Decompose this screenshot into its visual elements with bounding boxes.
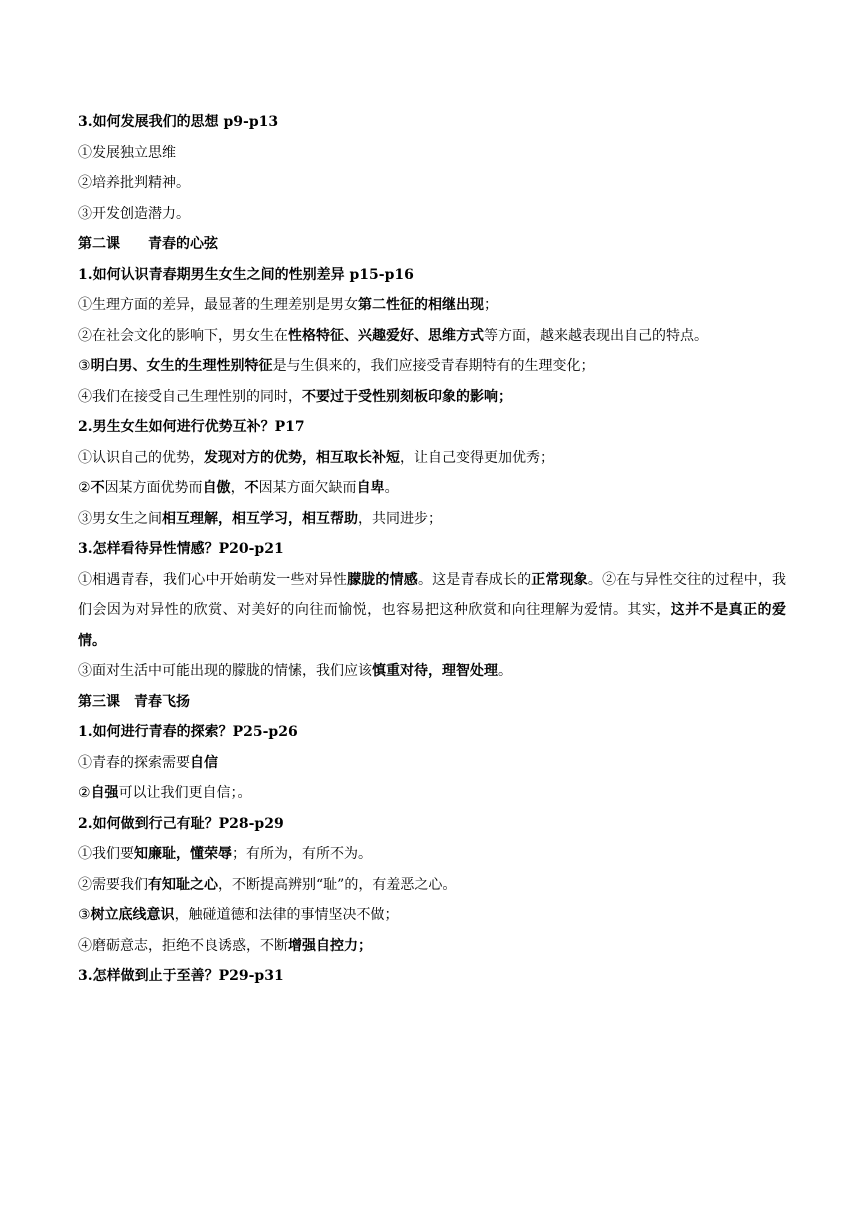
list-item: ④我们在接受自己生理性别的同时，不要过于受性别刻板印象的影响； — [78, 388, 512, 405]
list-item: ③明白男、女生的生理性别特征是与生俱来的，我们应接受青春期特有的生理变化； — [78, 358, 595, 374]
question-heading: 2.如何做到行己有耻？P28-p29 — [78, 815, 284, 832]
key-phrase: 不 — [244, 480, 259, 496]
list-item: ④磨砺意志，拒绝不良诱惑，不断增强自控力； — [78, 937, 372, 954]
key-phrase: 知廉耻，懂荣辱 — [134, 846, 232, 862]
list-item: ①青春的探索需要自信 — [78, 754, 218, 771]
lesson-number: 第三课 — [78, 693, 120, 710]
key-phrase: 朦胧的情感 — [347, 571, 418, 588]
key-phrase: 正常现象 — [531, 571, 588, 588]
key-phrase: 不 — [90, 480, 105, 496]
list-item: ③树立底线意识，触碰道德和法律的事情坚决不做； — [78, 907, 399, 923]
list-item: ①发展独立思维 — [78, 144, 176, 161]
key-phrase: 自强 — [90, 785, 119, 801]
list-item: ②不因某方面优势而自傲，不因某方面欠缺而自卑。 — [78, 480, 399, 496]
key-phrase: 发现对方的优势，相互取长补短 — [204, 449, 400, 466]
key-phrase: 慎重对待，理智处理 — [372, 663, 498, 679]
key-phrase: 相互理解，相互学习，相互帮助 — [162, 510, 358, 527]
list-item: ②需要我们有知耻之心，不断提高辨别“耻”的，有羞恶之心。 — [78, 876, 457, 893]
list-item: ③开发创造潜力。 — [78, 205, 190, 222]
question-heading: 3.怎样做到止于至善？P29-p31 — [78, 968, 284, 984]
list-item: ②自强可以让我们更自信；。 — [78, 785, 252, 801]
key-phrase: 第二性征的相继出现 — [358, 297, 484, 313]
question-heading: 1.如何认识青春期男生女生之间的性别差异 p15-p16 — [78, 266, 414, 283]
key-phrase: 树立底线意识 — [90, 907, 175, 923]
list-item: ③男女生之间相互理解，相互学习，相互帮助，共同进步； — [78, 510, 442, 527]
list-item: ①我们要知廉耻，懂荣辱；有所为，有所不为。 — [78, 846, 372, 862]
key-phrase: 自傲 — [202, 480, 231, 496]
key-phrase: 这并不是真正的爱情。 — [78, 602, 787, 649]
paragraph: ①相遇青春，我们心中开始萌发一些对异性朦胧的情感。这是青春成长的正常现象。②在与异性交往的过程中，我们会因为对异性的欣赏、对美好的向往而愉悦，也容易把这种欣赏和向往理解为爱情。其实，这并不是真正的爱情。 — [78, 571, 787, 649]
list-item: ①认识自己的优势，发现对方的优势，相互取长补短，让自己变得更加优秀； — [78, 449, 554, 466]
lesson-number: 第二课 — [78, 236, 120, 252]
key-phrase: 性格特征、兴趣爱好、思维方式 — [288, 327, 484, 344]
key-phrase: 明白男、女生的生理性别特征 — [90, 358, 273, 374]
list-item: ③面对生活中可能出现的朦胧的情愫，我们应该慎重对待，理智处理。 — [78, 663, 512, 679]
key-phrase: 有知耻之心 — [148, 876, 218, 893]
lesson-title — [78, 229, 786, 260]
list-item: ②培养批判精神。 — [78, 175, 190, 191]
question-heading: 2.男生女生如何进行优势互补？P17 — [78, 419, 305, 435]
question-heading: 3.怎样看待异性情感？P20-p21 — [78, 541, 284, 557]
lesson-name: 青春的心弦 — [148, 236, 218, 252]
question-heading: 1.如何进行青春的探索？P25-p26 — [78, 724, 298, 740]
document-page — [78, 107, 786, 992]
key-phrase: 不要过于受性别刻板印象的影响； — [302, 388, 512, 405]
lesson-name: 青春飞扬 — [134, 693, 190, 710]
list-item: ②在社会文化的影响下，男女生在性格特征、兴趣爱好、思维方式等方面，越来越表现出自己的特点。 — [78, 327, 708, 344]
key-phrase: 自卑 — [356, 480, 385, 496]
lesson-title — [78, 687, 786, 718]
list-item: ①生理方面的差异，最显著的生理差别是男女第二性征的相继出现； — [78, 297, 498, 313]
key-phrase: 自信 — [190, 754, 218, 771]
key-phrase: 增强自控力； — [288, 937, 372, 954]
section-heading: 3.如何发展我们的思想 p9-p13 — [78, 114, 279, 130]
